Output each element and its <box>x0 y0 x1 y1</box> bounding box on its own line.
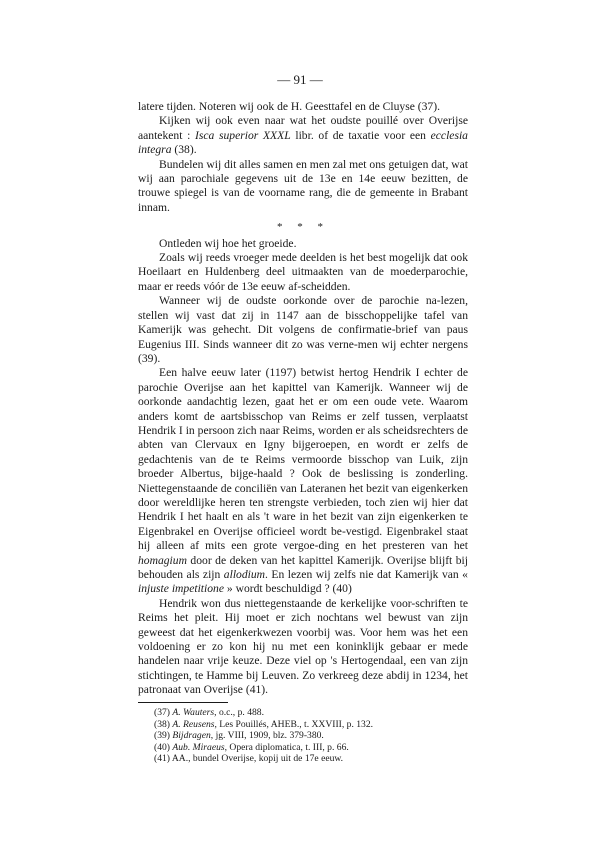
p7-text-a: Een halve eeuw later (1197) betwist hertog Hendrik I echter de parochie Overijse aan het kapittel van Kamerijk. Wanneer wij de oorkonde aandachtig lezen, gaat het er om een oude vete. Waarom anders komt de aartsbisschop van Reims er zelf tussen, verplaatst Hendrik I in persoon zich naar Reims, worden er als scheidsrechters de abten van Clervaux en Igny bijgeroepen, en wordt er zelfs de gedachtenis van de te Reims vermoorde bisschop van Luik, zijn broeder Albertus, bijge-haald ? Ook de beslissing is zonderling. Niettegenstaande de conciliën van Lateranen het bezit van eigenkerken door wereldlijke heren ten strengste verbieden, toch zien wij hier dat Hendrik I het haalt en als 't ware in het bezit van zijn eigenkerken te Eigenbrakel en Overijse officieel wordt be-vestigd. Eigenbrakel staat hij alleen af mits een grote vergoe-ding en het presteren van het <box>138 366 468 553</box>
p2-text-c: (38). <box>171 143 197 157</box>
paragraph-2 <box>138 114 468 157</box>
paragraph-5: Zoals wij reeds vroeger mede deelden is het best mogelijk dat ook Hoeilaart en Huldenberg deel uitmaakten van de moederparochie, maar er reeds vóór de 13e eeuw af-scheidden. <box>138 251 468 293</box>
footnote-number: (40) <box>154 741 170 753</box>
footnote-text: , o.c., p. 488. <box>214 707 264 718</box>
p2-text-b: libr. of de taxatie voor een <box>290 128 431 142</box>
paragraph-8: Hendrik won dus niettegenstaande de kerkelijke voor-schriften te Reims het pleit. Hij moet er zich nochtans wel bewust van zijn geweest dat het eigenkerkwezen voorbij was. Voor hem was het een voldoening er zo kon hij nu met een koninklijk gebaar er mede handelen naar vrije keuze. Deze viel op 's Hertogendaal, een van zijn stichtingen, te Hamme bij Leuven. Zo verkreeg deze abdij in 1234, het patronaat van Overijse (41). <box>138 596 468 697</box>
footnote-author: A. Reusens <box>172 718 215 730</box>
paragraph-7 <box>138 366 468 597</box>
footnote-text: , jg. VIII, 1909, blz. 379-380. <box>210 730 324 742</box>
footnote-rule <box>138 702 228 703</box>
footnote-40 <box>154 742 454 754</box>
footnote-number: (41) <box>154 753 170 765</box>
footnote-text: AA., bundel Overijse, kopij uit de 17e eeuw. <box>171 753 344 765</box>
footnote-author: A. Wauters <box>172 707 215 718</box>
footnote-text: , Opera diplomatica, t. III, p. 66. <box>224 741 349 753</box>
p7-allodium: allodium <box>223 568 266 581</box>
p7-text-c: . En lezen wij zelfs nie dat Kamerijk van « <box>265 568 468 581</box>
section-separator: * * * <box>277 221 329 234</box>
p2-latin-2: ecclesia integra <box>138 128 468 157</box>
footnote-author: Bijdragen <box>172 730 211 742</box>
footnote-number: (38) <box>154 718 170 730</box>
footnote-41 <box>154 753 454 765</box>
p7-homagium: homagium <box>138 553 187 567</box>
page-number: — 91 — <box>277 72 323 87</box>
footnote-39 <box>154 730 454 742</box>
footnote-text: , Les Pouillés, AHEB., t. XXVIII, p. 132. <box>214 718 374 730</box>
paragraph-6: Wanneer wij de oudste oorkonde over de parochie na-lezen, stellen wij vast dat zij in 1147 aan de bisschoppelijke tafel van Kamerijk was gehecht. Dit volgens de confirmatie-brief van paus Eugenius III. Sinds wanneer dit zo was verne-men wij echter nergens (39). <box>138 294 468 365</box>
footnote-37 <box>154 707 454 719</box>
p7-text-d: » wordt beschuldigd ? (40) <box>223 582 352 596</box>
p2-text-a: Kijken wij ook even naar wat het oudste pouillé over Overijse aantekent : <box>138 114 468 142</box>
footnotes <box>154 707 454 765</box>
footnote-author: Aub. Miraeus <box>172 741 225 753</box>
body-text <box>138 100 468 698</box>
p2-latin-1: Isca superior XXXL <box>195 128 291 142</box>
footnote-number: (39) <box>154 730 170 742</box>
paragraph-3: Bundelen wij dit alles samen en men zal met ons getuigen dat, wat wij aan parochiale gegevens uit de 13e en 14e eeuw bezitten, de trouwe spiegel is van de voorname rang, die de gemeente in Brabant innam. <box>138 157 468 214</box>
paragraph-1: latere tijden. Noteren wij ook de H. Geesttafel en de Cluyse (37). <box>138 100 440 113</box>
footnote-38 <box>154 719 454 731</box>
p7-injuste: injuste impetitione <box>138 582 224 596</box>
p7-text-b: door de deken van het kapittel Kamerijk. Overijse blijft bij behouden als zijn <box>138 553 468 581</box>
paragraph-4: Ontleden wij hoe het groeide. <box>159 236 297 250</box>
footnote-number: (37) <box>154 707 170 718</box>
